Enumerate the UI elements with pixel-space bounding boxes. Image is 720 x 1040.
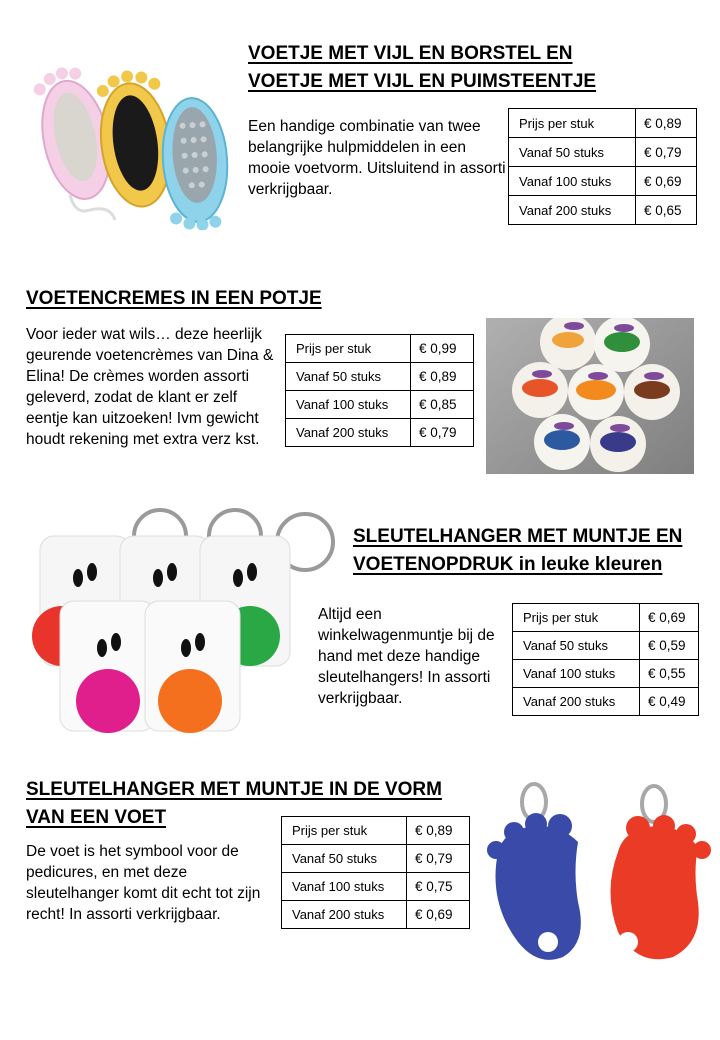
price-label: Vanaf 50 stuks <box>513 632 640 660</box>
coin-keychain-image <box>30 506 340 736</box>
price-value: € 0,69 <box>640 604 699 632</box>
price-row <box>286 419 474 447</box>
price-label: Vanaf 200 stuks <box>286 419 411 447</box>
title-line: VOETENCREMES IN EEN POTJE <box>26 288 322 309</box>
price-row <box>282 873 470 901</box>
title-line: VOETJE MET VIJL EN BORSTEL EN <box>248 43 573 64</box>
title-line: VOETJE MET VIJL EN PUIMSTEENTJE <box>248 71 597 92</box>
price-label: Vanaf 100 stuks <box>509 167 636 196</box>
price-label: Prijs per stuk <box>286 335 411 363</box>
price-value: € 0,79 <box>411 419 474 447</box>
price-value: € 0,49 <box>640 688 699 716</box>
price-label: Vanaf 200 stuks <box>282 901 407 929</box>
product-description: De voet is het symbool voor de pedicures, en met deze sleutelhanger komt dit echt tot zijn recht! In assorti verkrijgbaar. <box>26 843 261 923</box>
price-label: Prijs per stuk <box>513 604 640 632</box>
price-row <box>286 363 474 391</box>
price-row <box>282 845 470 873</box>
section-title <box>353 523 682 579</box>
product-description: Een handige combinatie van twee belangrijke hulpmiddelen in een mooie voetvorm. Uitsluitend in assorti verkrijgbaar. <box>248 118 506 198</box>
title-line: VAN EEN VOET <box>26 807 167 828</box>
price-value: € 0,69 <box>636 167 697 196</box>
title-line: SLEUTELHANGER MET MUNTJE EN <box>353 526 683 547</box>
price-row <box>509 196 697 225</box>
price-row <box>513 632 699 660</box>
foot-keychain-image <box>478 782 714 972</box>
price-value: € 0,79 <box>636 138 697 167</box>
price-row <box>513 688 699 716</box>
price-value: € 0,59 <box>640 632 699 660</box>
price-value: € 0,79 <box>407 845 470 873</box>
price-row <box>509 109 697 138</box>
price-value: € 0,89 <box>407 817 470 845</box>
price-value: € 0,85 <box>411 391 474 419</box>
price-value: € 0,89 <box>411 363 474 391</box>
title-line: VOETENOPDRUK in leuke kleuren <box>353 554 663 575</box>
price-row <box>509 167 697 196</box>
product-description: Voor ieder wat wils… deze heerlijk geurende voetencrèmes van Dina & Elina! De crèmes worden assorti geleverd, zodat de klant er zelf eentje kan uitzoeken! Ivm gewicht houdt rekening met extra verz kst. <box>26 326 274 448</box>
price-row <box>286 335 474 363</box>
price-label: Prijs per stuk <box>509 109 636 138</box>
price-value: € 0,65 <box>636 196 697 225</box>
price-value: € 0,89 <box>636 109 697 138</box>
cream-pots-image <box>486 318 694 474</box>
foot-file-image <box>30 55 240 230</box>
price-row <box>509 138 697 167</box>
price-table <box>512 603 699 716</box>
price-label: Vanaf 50 stuks <box>509 138 636 167</box>
price-row <box>513 604 699 632</box>
price-label: Vanaf 50 stuks <box>286 363 411 391</box>
price-label: Vanaf 200 stuks <box>509 196 636 225</box>
price-value: € 0,75 <box>407 873 470 901</box>
price-table <box>508 108 697 225</box>
price-label: Vanaf 200 stuks <box>513 688 640 716</box>
price-row <box>282 817 470 845</box>
price-label: Vanaf 100 stuks <box>286 391 411 419</box>
price-value: € 0,55 <box>640 660 699 688</box>
price-label: Vanaf 100 stuks <box>282 873 407 901</box>
price-row <box>513 660 699 688</box>
price-table <box>281 816 470 929</box>
title-line: SLEUTELHANGER MET MUNTJE IN DE VORM <box>26 779 442 800</box>
price-label: Vanaf 50 stuks <box>282 845 407 873</box>
price-row <box>286 391 474 419</box>
price-value: € 0,69 <box>407 901 470 929</box>
section-title <box>26 285 322 313</box>
price-row <box>282 901 470 929</box>
price-label: Prijs per stuk <box>282 817 407 845</box>
price-label: Vanaf 100 stuks <box>513 660 640 688</box>
product-description: Altijd een winkelwagenmuntje bij de hand met deze handige sleutelhangers! In assorti verkrijgbaar. <box>318 606 495 707</box>
section-title <box>248 40 596 96</box>
price-value: € 0,99 <box>411 335 474 363</box>
price-table <box>285 334 474 447</box>
